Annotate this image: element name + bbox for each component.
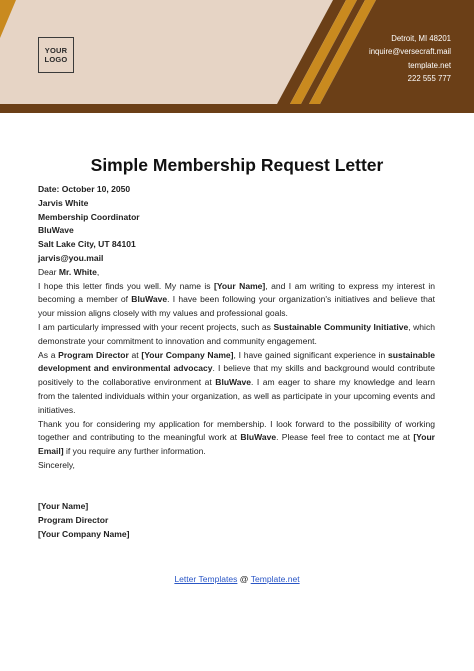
company-logo	[38, 37, 74, 73]
template-net-link[interactable]: Template.net	[250, 574, 300, 584]
letterhead	[0, 0, 474, 113]
recipient-address: Salt Lake City, UT 84101	[38, 239, 136, 250]
paragraph-projects	[38, 321, 435, 349]
spacer	[38, 487, 435, 501]
recipient-title: Membership Coordinator	[38, 211, 140, 222]
salutation-suffix: ,	[96, 266, 100, 277]
placeholder-your-email: [Your Email]	[38, 432, 435, 457]
text-span: . I am eager to share my knowledge and learn from the talented individuals within your organization, as well as participate in your upcoming events and initiatives.	[38, 377, 435, 415]
placeholder-company-name: [Your Company Name]	[141, 349, 234, 360]
paragraph-intro	[38, 280, 435, 321]
signature-title: Program Director	[38, 515, 109, 526]
text-span: . I have been following your organization's initiatives and believe that your mission aligns closely with my values and professional goals.	[38, 294, 435, 319]
letter-title: Simple Membership Request Letter	[90, 155, 384, 175]
footer	[0, 574, 474, 584]
contact-info	[369, 32, 451, 85]
organization-name: BluWave	[131, 294, 168, 305]
contact-phone: 222 555 777	[407, 73, 451, 83]
letter-body	[38, 183, 435, 542]
text-span: I hope this letter finds you well. My name is	[38, 280, 215, 291]
salutation-name: Mr. White	[58, 266, 97, 277]
recipient-name: Jarvis White	[38, 197, 89, 208]
text-span: at	[128, 349, 142, 360]
text-span: . Please feel free to contact me at	[276, 432, 414, 443]
logo-text-line1: YOUR	[44, 46, 68, 55]
text-span: . I believe that my skills and background would contribute positively to the collaborative environment at	[38, 363, 435, 388]
project-name: Sustainable Community Initiative	[273, 321, 409, 332]
organization-name: BluWave	[240, 432, 277, 443]
paragraph-experience	[38, 349, 435, 418]
recipient-email: jarvis@you.mail	[38, 252, 104, 263]
text-span: , and I am writing to express my interest in becoming a member of	[38, 280, 435, 305]
signature-company: [Your Company Name]	[38, 528, 130, 539]
text-span: , which demonstrate your commitment to innovation and community engagement.	[38, 321, 435, 346]
placeholder-your-name: [Your Name]	[214, 280, 266, 291]
text-span: if you require any further information.	[63, 446, 206, 457]
contact-website: template.net	[408, 60, 451, 70]
recipient-company: BluWave	[38, 225, 74, 236]
contact-address: Detroit, MI 48201	[391, 34, 451, 43]
job-title: Program Director	[58, 349, 129, 360]
header-bottom-line	[0, 104, 474, 113]
paragraph-closing	[38, 418, 435, 459]
spacer	[38, 473, 435, 487]
contact-email: inquire@versecraft.mail	[368, 47, 451, 57]
text-span: Thank you for considering my application for membership. I look forward to the possibility of working together and contributing to the meaningful work at	[38, 418, 435, 443]
salutation-prefix: Dear	[38, 266, 59, 277]
salutation	[38, 266, 435, 280]
letter-templates-link[interactable]: Letter Templates	[174, 574, 238, 584]
signature-name: [Your Name]	[38, 501, 89, 512]
text-span: I am particularly impressed with your recent projects, such as	[38, 321, 274, 332]
organization-name: BluWave	[215, 377, 252, 388]
logo-text-line2: LOGO	[44, 55, 68, 64]
closing: Sincerely,	[38, 459, 75, 470]
text-span: , I have gained significant experience in	[233, 349, 388, 360]
footer-separator: @	[237, 574, 251, 584]
expertise-area: sustainable development and environmental advocacy	[38, 349, 435, 374]
text-span: As a	[38, 349, 59, 360]
letter-date: Date: October 10, 2050	[38, 184, 131, 194]
